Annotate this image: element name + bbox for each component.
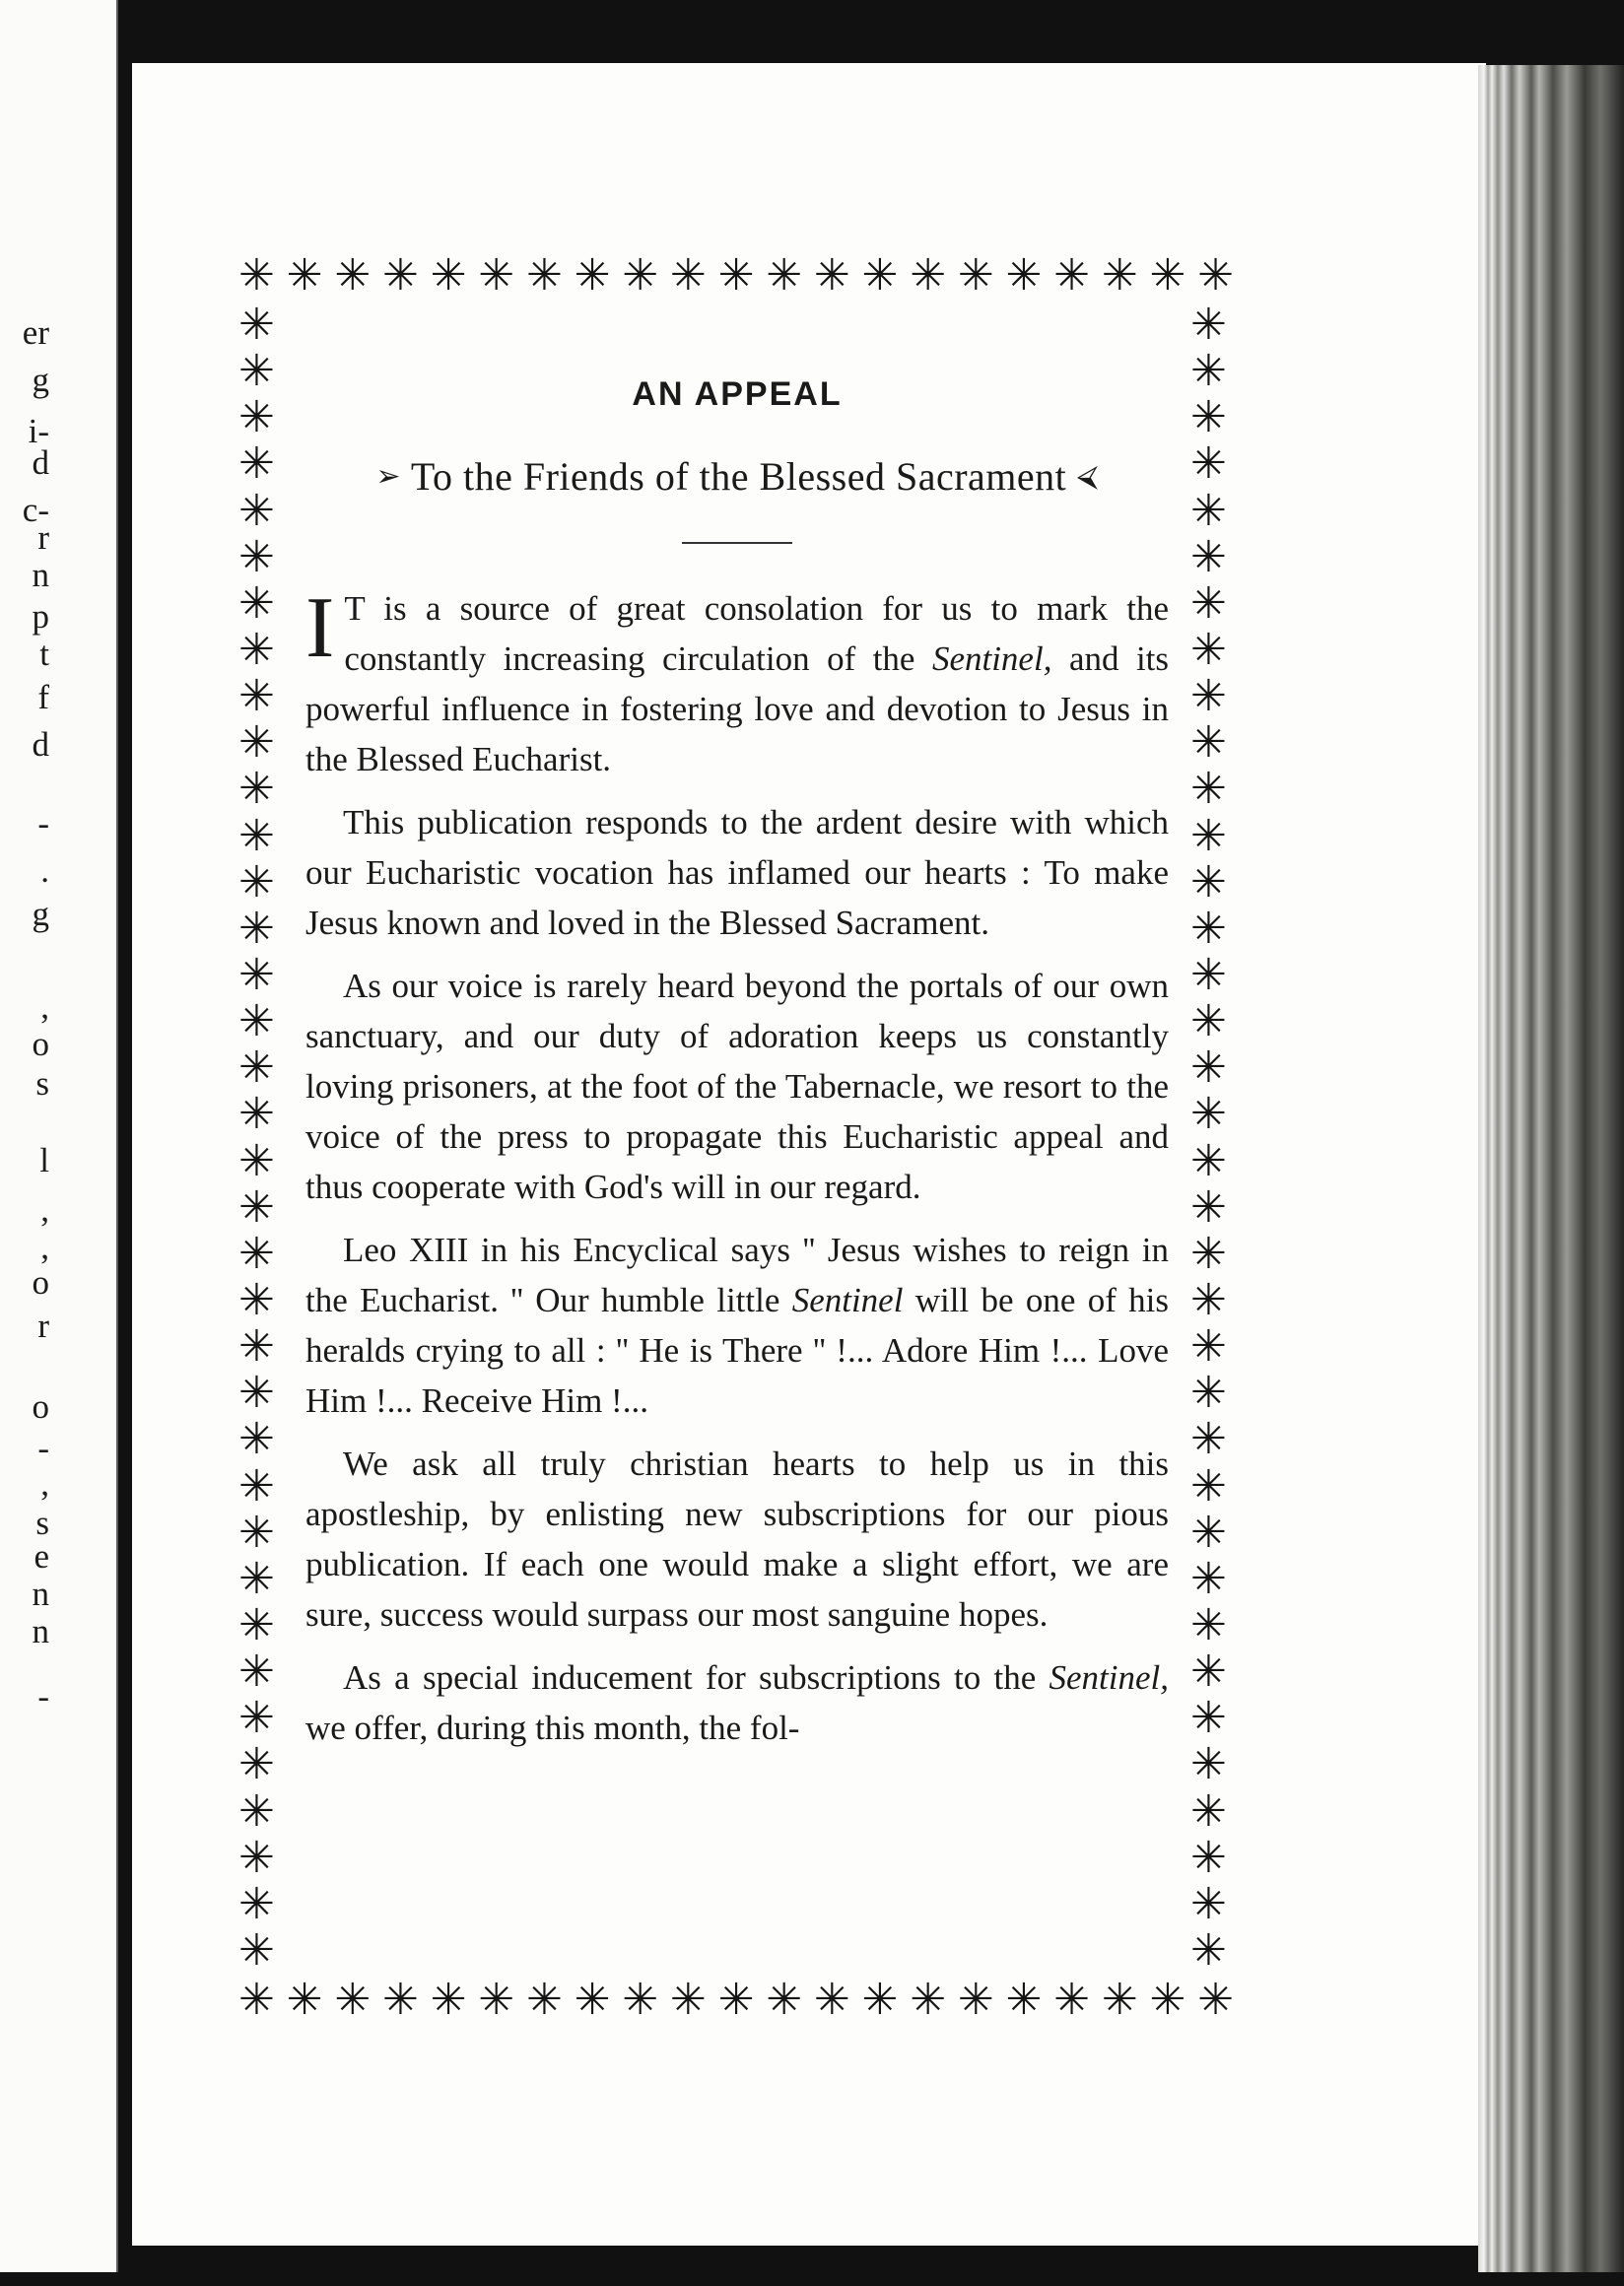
asterisk-ornament-icon: ✳ (1190, 1924, 1227, 1976)
asterisk-ornament-icon: ✳ (238, 531, 275, 582)
asterisk-ornament-icon: ✳ (238, 1975, 275, 2025)
asterisk-ornament-icon: ✳ (1197, 250, 1234, 301)
subheading-text: To the Friends of the Blessed Sacrament (410, 454, 1067, 499)
asterisk-ornament-icon: ✳ (238, 996, 275, 1047)
left-page-fragment: f (37, 678, 49, 716)
asterisk-ornament-icon: ✳ (238, 1042, 275, 1094)
left-page-fragment: , (40, 1464, 49, 1503)
asterisk-ornament-icon: ✳ (238, 1599, 275, 1650)
left-page-fragment: , (40, 1190, 49, 1229)
asterisk-ornament-icon: ✳ (238, 485, 275, 536)
asterisk-ornament-icon: ✳ (1190, 810, 1227, 861)
asterisk-ornament-icon: ✳ (1190, 1739, 1227, 1790)
asterisk-ornament-icon: ✳ (334, 250, 372, 301)
asterisk-ornament-icon: ✳ (1190, 996, 1227, 1047)
asterisk-ornament-icon: ✳ (1190, 1599, 1227, 1650)
left-page-fragment: er (22, 313, 49, 352)
publication-title: Sentinel (791, 1281, 904, 1319)
asterisk-ornament-icon: ✳ (1005, 250, 1043, 301)
divider-rule (682, 542, 792, 544)
asterisk-ornament-icon: ✳ (669, 1975, 707, 2025)
paragraph-5: We ask all truly christian hearts to help us in this apostleship, by enlisting new subscriptions for our pious publication. If each one would make a slight effort, we are sure, success would surpass our most sanguine hopes. (305, 1445, 1169, 1634)
asterisk-ornament-icon: ✳ (238, 392, 275, 443)
asterisk-ornament-icon: ✳ (238, 671, 275, 722)
asterisk-ornament-icon: ✳ (238, 1693, 275, 1744)
left-page-fragment: l (39, 1141, 49, 1179)
asterisk-ornament-icon: ✳ (381, 1975, 419, 2025)
asterisk-ornament-icon: ✳ (1101, 1975, 1138, 2025)
asterisk-ornament-icon: ✳ (238, 1878, 275, 1929)
asterisk-ornament-icon: ✳ (1190, 346, 1227, 397)
drop-cap: I (305, 580, 335, 676)
page-edges (1478, 65, 1624, 2272)
asterisk-ornament-icon: ✳ (238, 1739, 275, 1790)
asterisk-ornament-icon: ✳ (238, 438, 275, 490)
asterisk-ornament-icon: ✳ (238, 300, 275, 350)
asterisk-ornament-icon: ✳ (238, 1414, 275, 1465)
asterisk-ornament-icon: ✳ (478, 250, 515, 301)
asterisk-ornament-icon: ✳ (238, 346, 275, 397)
asterisk-ornament-icon: ✳ (1190, 1368, 1227, 1419)
asterisk-ornament-icon: ✳ (717, 250, 755, 301)
asterisk-ornament-icon: ✳ (622, 1975, 659, 2025)
asterisk-ornament-icon: ✳ (238, 1832, 275, 1883)
asterisk-ornament-icon: ✳ (238, 1274, 275, 1325)
article (305, 365, 1169, 1753)
left-page-fragment: n (32, 556, 49, 594)
asterisk-ornament-icon: ✳ (1190, 1042, 1227, 1094)
asterisk-ornament-icon: ✳ (334, 1975, 372, 2025)
pointer-right-icon: ➢ (375, 460, 402, 493)
asterisk-ornament-icon: ✳ (1190, 1460, 1227, 1512)
asterisk-ornament-icon: ✳ (957, 250, 994, 301)
left-page-fragment: o (32, 1263, 49, 1302)
left-page-fragment: o (32, 1387, 49, 1426)
left-page-fragment: - (37, 1429, 49, 1467)
asterisk-ornament-icon: ✳ (238, 1785, 275, 1837)
article-subheading (305, 449, 1169, 504)
left-page-fragment: i- (28, 412, 49, 450)
asterisk-ornament-icon: ✳ (430, 1975, 467, 2025)
asterisk-ornament-icon: ✳ (238, 250, 275, 301)
asterisk-ornament-icon: ✳ (238, 1553, 275, 1604)
asterisk-ornament-icon: ✳ (1190, 392, 1227, 443)
asterisk-ornament-icon: ✳ (813, 250, 850, 301)
asterisk-ornament-icon: ✳ (1005, 1975, 1043, 2025)
asterisk-ornament-icon: ✳ (238, 1924, 275, 1976)
paragraph-4: Leo XIII in his Encyclical says '' Jesus wishes to reign in the Eucharist. '' Our humble little Sentinel will be one of his heralds crying to all : '' He is There '' !... Adore Him !... Love Him !... Receive Him !... (305, 1231, 1169, 1420)
asterisk-ornament-icon: ✳ (1190, 1878, 1227, 1929)
paragraph-1: I T is a source of great consolation for us to mark the constantly increasing circulation of the Sentinel, and its powerful influence in fostering love and devotion to Jesus in the Blessed Eucharist. (305, 580, 1170, 778)
asterisk-ornament-icon: ✳ (238, 1181, 275, 1233)
asterisk-ornament-icon: ✳ (238, 717, 275, 769)
asterisk-ornament-icon: ✳ (1197, 1975, 1234, 2025)
asterisk-ornament-icon: ✳ (1190, 1135, 1227, 1186)
asterisk-ornament-icon: ✳ (1149, 250, 1186, 301)
asterisk-ornament-icon: ✳ (238, 1460, 275, 1512)
left-page-fragment: n (32, 1575, 49, 1613)
left-page-fragment: c- (22, 491, 49, 529)
left-page-fragment: p (32, 597, 49, 636)
asterisk-ornament-icon: ✳ (238, 624, 275, 675)
asterisk-ornament-icon: ✳ (238, 1228, 275, 1279)
left-page-fragment: g (32, 895, 49, 933)
asterisk-ornament-icon: ✳ (1190, 485, 1227, 536)
asterisk-ornament-icon: ✳ (669, 250, 707, 301)
asterisk-ornament-icon: ✳ (525, 250, 563, 301)
asterisk-ornament-icon: ✳ (1190, 531, 1227, 582)
asterisk-ornament-icon: ✳ (861, 1975, 899, 2025)
asterisk-ornament-icon: ✳ (574, 1975, 611, 2025)
asterisk-ornament-icon: ✳ (1190, 1089, 1227, 1140)
left-page-fragment: o (32, 1025, 49, 1063)
asterisk-ornament-icon: ✳ (1190, 1832, 1227, 1883)
left-page-fragment: n (32, 1612, 49, 1650)
asterisk-ornament-icon: ✳ (766, 250, 803, 301)
asterisk-ornament-icon: ✳ (1190, 624, 1227, 675)
asterisk-ornament-icon: ✳ (1190, 1321, 1227, 1373)
paragraph-6: As a special inducement for subscriptions to the Sentinel, we offer, during this month, the fol- (305, 1658, 1169, 1747)
asterisk-ornament-icon: ✳ (238, 810, 275, 861)
left-page-fragment: . (40, 851, 49, 890)
asterisk-ornament-icon: ✳ (622, 250, 659, 301)
asterisk-ornament-icon: ✳ (1053, 250, 1091, 301)
asterisk-ornament-icon: ✳ (574, 250, 611, 301)
asterisk-ornament-icon: ✳ (238, 1135, 275, 1186)
asterisk-ornament-icon: ✳ (1190, 717, 1227, 769)
asterisk-ornament-icon: ✳ (1101, 250, 1138, 301)
asterisk-ornament-icon: ✳ (1190, 1181, 1227, 1233)
ornamental-border-left (238, 300, 275, 1976)
asterisk-ornament-icon: ✳ (1190, 1785, 1227, 1837)
asterisk-ornament-icon: ✳ (1190, 903, 1227, 954)
asterisk-ornament-icon: ✳ (238, 949, 275, 1000)
asterisk-ornament-icon: ✳ (1190, 577, 1227, 629)
asterisk-ornament-icon: ✳ (1190, 1274, 1227, 1325)
asterisk-ornament-icon: ✳ (957, 1975, 994, 2025)
asterisk-ornament-icon: ✳ (381, 250, 419, 301)
ornamental-border-top (238, 250, 1234, 301)
asterisk-ornament-icon: ✳ (238, 1507, 275, 1558)
ornamental-border-right (1190, 300, 1227, 1976)
asterisk-ornament-icon: ✳ (525, 1975, 563, 2025)
left-page-fragment: - (37, 1677, 49, 1715)
article-heading: AN APPEAL (632, 375, 843, 413)
asterisk-ornament-icon: ✳ (1190, 1553, 1227, 1604)
asterisk-ornament-icon: ✳ (1053, 1975, 1091, 2025)
asterisk-ornament-icon: ✳ (238, 903, 275, 954)
asterisk-ornament-icon: ✳ (238, 764, 275, 815)
paragraph-2: This publication responds to the ardent desire with which our Eucharistic vocation has inflamed our hearts : To make Jesus known and loved in the Blessed Sacrament. (305, 803, 1169, 942)
asterisk-ornament-icon: ✳ (1190, 1693, 1227, 1744)
ornamental-border-bottom (238, 1975, 1234, 2025)
left-page-fragment: g (32, 361, 49, 399)
left-page-fragment: s (35, 1064, 49, 1103)
asterisk-ornament-icon: ✳ (1190, 438, 1227, 490)
left-page-fragment: - (37, 804, 49, 842)
left-page-fragment: , (40, 1228, 49, 1266)
asterisk-ornament-icon: ✳ (1190, 671, 1227, 722)
asterisk-ornament-icon: ✳ (1190, 1507, 1227, 1558)
asterisk-ornament-icon: ✳ (1190, 300, 1227, 350)
left-page-fragment: t (39, 635, 49, 673)
asterisk-ornament-icon: ✳ (910, 250, 947, 301)
publication-title: Sentinel, (931, 639, 1052, 678)
asterisk-ornament-icon: ✳ (238, 577, 275, 629)
left-page-fragment: s (35, 1504, 49, 1542)
asterisk-ornament-icon: ✳ (238, 856, 275, 908)
asterisk-ornament-icon: ✳ (238, 1089, 275, 1140)
left-page-fragment: , (40, 987, 49, 1026)
asterisk-ornament-icon: ✳ (286, 1975, 323, 2025)
pointer-left-icon: ⮘ (1076, 460, 1099, 493)
asterisk-ornament-icon: ✳ (1190, 1414, 1227, 1465)
asterisk-ornament-icon: ✳ (766, 1975, 803, 2025)
left-page-fragment: d (32, 443, 49, 482)
asterisk-ornament-icon: ✳ (1190, 764, 1227, 815)
asterisk-ornament-icon: ✳ (286, 250, 323, 301)
publication-title: Sentinel, (1049, 1658, 1169, 1697)
asterisk-ornament-icon: ✳ (238, 1647, 275, 1698)
asterisk-ornament-icon: ✳ (717, 1975, 755, 2025)
asterisk-ornament-icon: ✳ (910, 1975, 947, 2025)
left-page-fragment: r (37, 518, 49, 557)
asterisk-ornament-icon: ✳ (1149, 1975, 1186, 2025)
left-facing-page (0, 0, 118, 2272)
asterisk-ornament-icon: ✳ (1190, 949, 1227, 1000)
asterisk-ornament-icon: ✳ (813, 1975, 850, 2025)
left-page-fragment: d (32, 725, 49, 764)
asterisk-ornament-icon: ✳ (861, 250, 899, 301)
left-page-fragment: e (34, 1537, 49, 1576)
asterisk-ornament-icon: ✳ (1190, 856, 1227, 908)
asterisk-ornament-icon: ✳ (478, 1975, 515, 2025)
left-page-fragment: r (37, 1307, 49, 1345)
paragraph-3: As our voice is rarely heard beyond the portals of our own sanctuary, and our duty of adoration keeps us constantly loving prisoners, at the foot of the Tabernacle, we resort to the voice of the press to propagate this Eucharistic appeal and thus cooperate with God's will in our regard. (305, 967, 1169, 1206)
asterisk-ornament-icon: ✳ (430, 250, 467, 301)
asterisk-ornament-icon: ✳ (238, 1368, 275, 1419)
asterisk-ornament-icon: ✳ (1190, 1647, 1227, 1698)
asterisk-ornament-icon: ✳ (1190, 1228, 1227, 1279)
asterisk-ornament-icon: ✳ (238, 1321, 275, 1373)
